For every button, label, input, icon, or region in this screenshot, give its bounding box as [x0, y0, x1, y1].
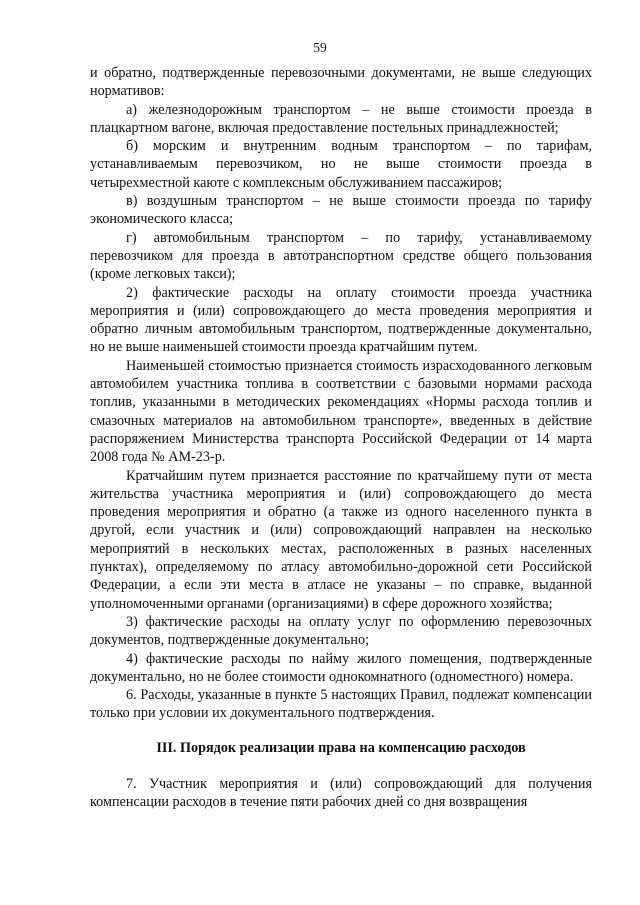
- paragraph-item-3: 3) фактические расходы на оплату услуг по оформлению перевозочных документов, подтвержденные документально;: [90, 613, 592, 649]
- page-number: 59: [313, 40, 327, 55]
- paragraph-item-a: а) железнодорожным транспортом – не выше стоимости проезда в плацкартном вагоне, включая предоставление постельных принадлежностей;: [90, 101, 592, 136]
- paragraph-item-v: в) воздушным транспортом – не выше стоимости проезда по тарифу экономического класса;: [90, 193, 592, 228]
- section-heading: III. Порядок реализации права на компенсацию расходов: [156, 739, 526, 756]
- paragraph-continuation: и обратно, подтвержденные перевозочными документами, не выше следующих нормативов:: [90, 65, 592, 100]
- paragraph-item-b: б) морским и внутренним водным транспортом – по тарифам, устанавливаемым перевозчиком, но не выше стоимости проезда в четырехместной каюте с комплексным обслуживанием пассажиров;: [90, 138, 592, 191]
- paragraph-shortest-path: Кратчайшим путем признается расстояние по кратчайшему пути от места жительства участника мероприятия и (или) сопровождающего до места проведения мероприятия и обратно (а также из одного населенного пункта в другой, если участник и (или) сопровождающий направлен на несколько мероприятий в нескольких местах, расположенных в разных населенных пунктах), определяемому по атласу автомобильно-дорожной сети Российской Федерации, а если эти места в атласе не указаны – по справке, выданной уполномоченными органами (организациями) в сфере дорожного хозяйства;: [90, 467, 592, 612]
- paragraph-item-7: 7. Участник мероприятия и (или) сопровождающий для получения компенсации расходов в течение пяти рабочих дней со дня возвращения: [90, 775, 592, 811]
- paragraph-item-6: 6. Расходы, указанные в пункте 5 настоящих Правил, подлежат компенсации только при условии их документального подтверждения.: [90, 687, 592, 722]
- body-text: [90, 64, 592, 812]
- paragraph-lowest-cost: Наименьшей стоимостью признается стоимость израсходованного легковым автомобилем участника топлива в соответствии с базовыми нормами расхода топлив, указанными в методических рекомендациях «Нормы расхода топлив и смазочных материалов на автомобильном транспорте», введенных в действие распоряжением Министерства транспорта Российской Федерации от 14 марта 2008 года № АМ-23-р.: [90, 357, 592, 466]
- paragraph-item-g: г) автомобильным транспортом – по тарифу, устанавливаемому перевозчиком для проезда в автотранспортном средстве общего пользования (кроме легковых такси);: [90, 229, 592, 283]
- paragraph-item-4: 4) фактические расходы по найму жилого помещения, подтвержденные документально, но не более стоимости однокомнатного (одноместного) номера.: [90, 650, 592, 685]
- paragraph-item-2: 2) фактические расходы на оплату стоимости проезда участника мероприятия и (или) сопровождающего до места проведения мероприятия и обратно личным автомобильным транспортом, подтвержденные документально, но не выше наименьшей стоимости проезда кратчайшим путем.: [90, 284, 592, 356]
